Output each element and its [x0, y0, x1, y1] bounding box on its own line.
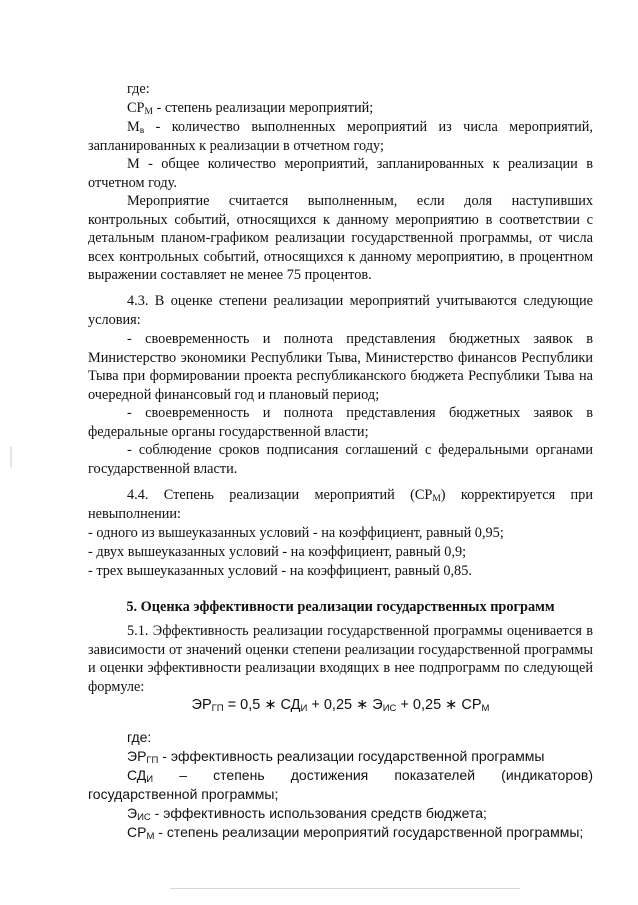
formula-lhs: ЭР — [191, 697, 212, 713]
where-label-2: где: — [127, 729, 152, 745]
formula-term-2: + 0,25 ∗ Э — [307, 697, 383, 713]
symbol: ЭР — [127, 748, 147, 764]
condition-item-3: - соблюдение сроков подписания соглашений с федеральными органами государственной власти. — [88, 442, 593, 477]
definition-ergp — [88, 747, 593, 766]
definition-text: - степень реализации мероприятий; — [152, 100, 374, 116]
definition-m: М - общее количество мероприятий, запланированных к реализации в отчетном году. — [88, 156, 593, 191]
definition-text: – степень достижения показателей (индикаторов) государственной программы; — [88, 767, 593, 802]
symbol-subscript: в — [139, 126, 145, 136]
condition-item-1: - своевременность и полнота представления бюджетных заявок в Министерство экономики Республики Тыва, Министерство финансов Республики Тыва при формировании проекта республиканского бюджета Республики Тыва на очередной финансовый год и плановый период; — [88, 331, 593, 403]
formula-term-2-subscript: ИС — [382, 703, 397, 714]
formula-term-3: + 0,25 ∗ СР — [396, 697, 482, 713]
paragraph-4-3-intro: 4.3. В оценке степени реализации мероприятий учитываются следующие условия: — [88, 293, 593, 328]
symbol-subscript: М — [144, 107, 153, 117]
symbol-subscript: И — [146, 774, 154, 785]
definition-srm-2 — [88, 823, 593, 842]
definition-mv — [88, 118, 593, 155]
coefficient-item-2: - двух вышеуказанных условий - на коэффициент, равный 0,9; — [88, 544, 467, 560]
coefficient-item-1: - одного из вышеуказанных условий - на коэффициент, равный 0,95; — [88, 525, 504, 541]
symbol: СД — [127, 767, 147, 783]
symbol: М — [127, 119, 140, 135]
text-part: 4.4. Степень реализации мероприятий (СР — [127, 487, 433, 503]
symbol-subscript: М — [146, 831, 155, 842]
section-5-heading: 5. Оценка эффективности реализации государственных программ — [126, 599, 555, 615]
formula-lhs-subscript: ГП — [211, 703, 224, 714]
symbol-subscript: ГП — [146, 755, 159, 766]
definition-srm — [88, 99, 593, 118]
paragraph-5-1: 5.1. Эффективность реализации государственной программы оценивается в зависимости от значений оценки степени реализации государственной программы и оценки эффективности реализации входящих в нее подпрограмм по следующей формуле: — [88, 623, 593, 695]
formula-term-3-subscript: М — [481, 703, 490, 714]
where-label: где: — [127, 81, 150, 97]
symbol-subscript: М — [432, 494, 441, 504]
bottom-divider — [170, 888, 520, 889]
formula-term-1-subscript: И — [300, 703, 308, 714]
definition-text: - степень реализации мероприятий государственной программы; — [154, 824, 584, 840]
efficiency-formula — [88, 696, 593, 714]
coefficient-item-3: - трех вышеуказанных условий - на коэффициент, равный 0,85. — [88, 563, 472, 579]
symbol: СР — [127, 100, 145, 116]
definition-text: - эффективность использования средств бюджета; — [150, 805, 487, 821]
symbol-subscript: ИС — [137, 812, 151, 823]
symbol: СР — [127, 824, 147, 840]
formula-term-1: = 0,5 ∗ СД — [223, 697, 301, 713]
paragraph-completed-criteria: Мероприятие считается выполненным, если доля наступивших контрольных событий, относящихся к данному мероприятию в соответствии с детальным планом-графиком реализации государственной программы, от числа всех контрольных событий, относящихся к данному мероприятию, в процентном выражении составляет не менее 75 процентов. — [88, 193, 593, 284]
definition-eis — [88, 804, 593, 823]
margin-mark — [10, 446, 12, 468]
definition-sdi — [88, 766, 593, 803]
symbol: Э — [127, 805, 138, 821]
text-part: ) корректируется при невыполнении: — [88, 487, 593, 522]
definition-text: - эффективность реализации государственной программы — [158, 748, 545, 764]
definition-text: - количество выполненных мероприятий из числа мероприятий, запланированных к реализации в отчетном году; — [88, 119, 593, 154]
paragraph-4-4-intro — [88, 486, 593, 523]
condition-item-2: - своевременность и полнота представления бюджетных заявок в федеральные органы государственной власти; — [88, 405, 593, 440]
